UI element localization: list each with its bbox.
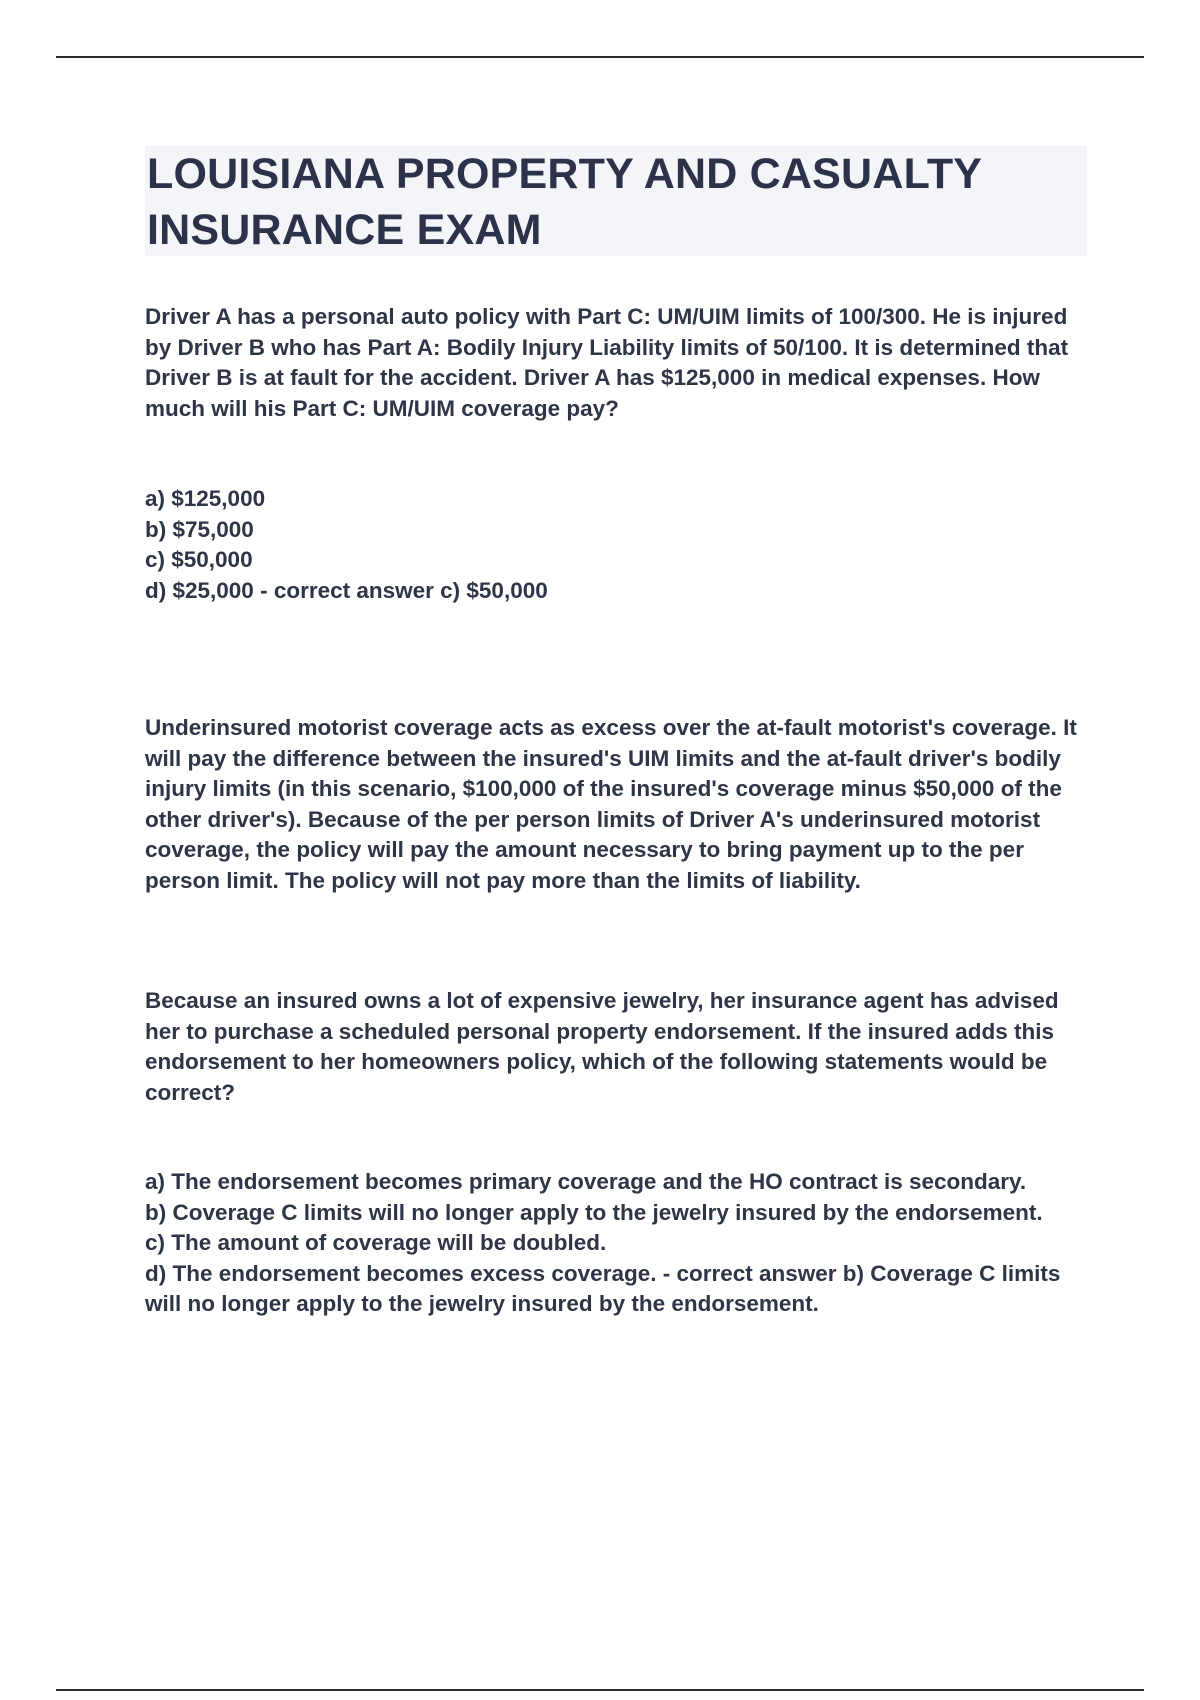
question-1-explanation <box>145 713 1095 896</box>
question-2-option-c: c) The amount of coverage will be doubled. <box>145 1230 607 1255</box>
question-1-explanation-text: Underinsured motorist coverage acts as excess over the at-fault motorist's coverage. It will pay the difference between the insured's UIM limits and the at-fault driver's bodily injury limits (in this scenario, $100,000 of the insured's coverage minus $50,000 of the other driver's). Because of the per person limits of Driver A's underinsured motorist coverage, the policy will pay the amount necessary to bring payment up to the per person limit. The policy will not pay more than the limits of liability. <box>145 715 1077 893</box>
question-2-options <box>145 1167 1095 1320</box>
page-title: LOUISIANA PROPERTY AND CASUALTY INSURANCE EXAM <box>147 150 982 254</box>
question-1-option-d: d) $25,000 - correct answer c) $50,000 <box>145 577 548 603</box>
question-1-options <box>145 484 1095 606</box>
question-1 <box>145 302 1095 424</box>
question-2 <box>145 986 1095 1108</box>
question-1-option-c: c) $50,000 <box>145 547 253 572</box>
question-1-option-a: a) $125,000 <box>145 486 266 511</box>
bottom-rule <box>56 1689 1144 1691</box>
top-rule <box>56 56 1144 58</box>
question-2-option-a: a) The endorsement becomes primary coverage and the HO contract is secondary. <box>145 1169 1027 1194</box>
question-2-text: Because an insured owns a lot of expensive jewelry, her insurance agent has advised her to purchase a scheduled personal property endorsement. If the insured adds this endorsement to her homeowners policy, which of the following statements would be correct? <box>145 988 1059 1105</box>
question-2-option-d: d) The endorsement becomes excess coverage. - correct answer b) Coverage C limits will no longer apply to the jewelry insured by the endorsement. <box>145 1260 1061 1316</box>
question-2-option-b: b) Coverage C limits will no longer apply to the jewelry insured by the endorsement. <box>145 1199 1043 1225</box>
question-1-option-b: b) $75,000 <box>145 516 254 542</box>
title-banner <box>145 146 1087 256</box>
question-1-text: Driver A has a personal auto policy with Part C: UM/UIM limits of 100/300. He is injured by Driver B who has Part A: Bodily Injury Liability limits of 50/100. It is determined that Driver B is at fault for the accident. Driver A has $125,000 in medical expenses. How much will his Part C: UM/UIM coverage pay? <box>145 304 1069 421</box>
